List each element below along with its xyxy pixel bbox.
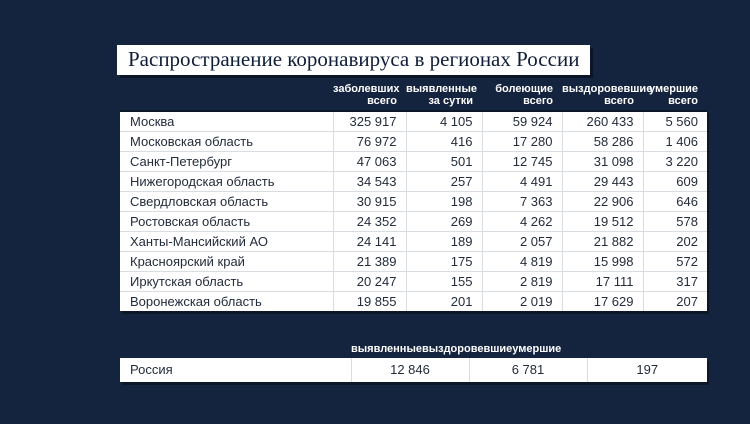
- died-total: 207: [643, 292, 707, 312]
- infected-total: 47 063: [333, 152, 406, 172]
- table-row: [120, 132, 707, 152]
- regions-table-header: [120, 83, 707, 107]
- recovered-total: 17 111: [562, 272, 643, 292]
- recovered-total: 58 286: [562, 132, 643, 152]
- region-name: Свердловская область: [120, 192, 333, 212]
- table-row: [120, 111, 707, 132]
- table-row: [120, 152, 707, 172]
- region-name: Ростовская область: [120, 212, 333, 232]
- sick-total: 4 262: [482, 212, 562, 232]
- header-spacer: [120, 83, 333, 107]
- recovered-value: 6 781: [469, 358, 587, 382]
- died-total: 3 220: [643, 152, 707, 172]
- sick-total: 17 280: [482, 132, 562, 152]
- russia-summary-table: [120, 358, 707, 382]
- column-header-died: умершие: [512, 343, 562, 355]
- died-total: 578: [643, 212, 707, 232]
- recovered-total: 19 512: [562, 212, 643, 232]
- page-title-text: Распространение коронавируса в регионах России: [128, 47, 580, 71]
- region-name: Воронежская область: [130, 294, 262, 309]
- sick-total: 59 924: [482, 111, 562, 132]
- infected-total: 76 972: [333, 132, 406, 152]
- recovered-total: 21 882: [562, 232, 643, 252]
- region-name: Ханты-Мансийский АО: [120, 232, 333, 252]
- detected-value: 12 846: [351, 358, 469, 382]
- died-total: 646: [643, 192, 707, 212]
- recovered-total: 260 433: [562, 111, 643, 132]
- died-total: 572: [643, 252, 707, 272]
- column-header-infected-total: заболевших всего: [333, 83, 400, 107]
- infected-total: 19 855: [333, 292, 406, 312]
- russia-summary-header: [120, 343, 707, 355]
- infected-total: 325 917: [333, 111, 406, 132]
- sick-total: 2 819: [482, 272, 562, 292]
- country-name: Россия: [130, 362, 173, 377]
- detected-daily: 175: [406, 252, 482, 272]
- infected-total: 21 389: [333, 252, 406, 272]
- sick-total: 12 745: [482, 152, 562, 172]
- header-spacer: [120, 343, 351, 355]
- table-row: [120, 272, 707, 292]
- detected-daily: 416: [406, 132, 482, 152]
- infected-total: 24 141: [333, 232, 406, 252]
- detected-daily: 198: [406, 192, 482, 212]
- recovered-total: 29 443: [562, 172, 643, 192]
- column-header-detected-daily: выявленные за сутки: [406, 83, 477, 107]
- region-name: Санкт-Петербург: [120, 152, 333, 172]
- region-name: Москва: [120, 111, 333, 132]
- table-row: [120, 192, 707, 212]
- recovered-total: 15 998: [562, 252, 643, 272]
- infected-total: 30 915: [333, 192, 406, 212]
- column-header-recovered-total: выздоровевшие всего: [562, 83, 653, 107]
- died-total: 1 406: [643, 132, 707, 152]
- table-row: [120, 252, 707, 272]
- died-total: 5 560: [643, 111, 707, 132]
- infected-total: 24 352: [333, 212, 406, 232]
- died-total: 202: [643, 232, 707, 252]
- sick-total: 2 019: [482, 292, 562, 312]
- region-name: Иркутская область: [120, 272, 333, 292]
- recovered-total: 31 098: [562, 152, 643, 172]
- sick-total: 4 491: [482, 172, 562, 192]
- sick-total: 4 819: [482, 252, 562, 272]
- detected-daily: 269: [406, 212, 482, 232]
- region-name: Нижегородская область: [120, 172, 333, 192]
- detected-daily: 189: [406, 232, 482, 252]
- recovered-total: 17 629: [562, 292, 643, 312]
- table-row: [120, 172, 707, 192]
- detected-daily: 257: [406, 172, 482, 192]
- died-total: 609: [643, 172, 707, 192]
- detected-daily: 201: [406, 292, 482, 312]
- column-header-sick-total: болеющие всего: [495, 83, 553, 107]
- table-row: [120, 358, 707, 382]
- table-row: [120, 212, 707, 232]
- detected-daily: 4 105: [406, 111, 482, 132]
- recovered-total: 22 906: [562, 192, 643, 212]
- regions-table: [120, 110, 707, 311]
- region-name: Красноярский край: [120, 252, 333, 272]
- column-header-died-total: умершие всего: [649, 83, 698, 107]
- column-header-detected: выявленные: [351, 343, 422, 355]
- sick-total: 2 057: [482, 232, 562, 252]
- page-title: [117, 45, 590, 75]
- infected-total: 34 543: [333, 172, 406, 192]
- column-header-recovered: выздоровевшие: [421, 343, 513, 355]
- died-total: 317: [643, 272, 707, 292]
- sick-total: 7 363: [482, 192, 562, 212]
- detected-daily: 155: [406, 272, 482, 292]
- detected-daily: 501: [406, 152, 482, 172]
- infected-total: 20 247: [333, 272, 406, 292]
- region-name: Московская область: [120, 132, 333, 152]
- died-value: 197: [587, 358, 707, 382]
- table-row: [120, 292, 707, 312]
- table-row: [120, 232, 707, 252]
